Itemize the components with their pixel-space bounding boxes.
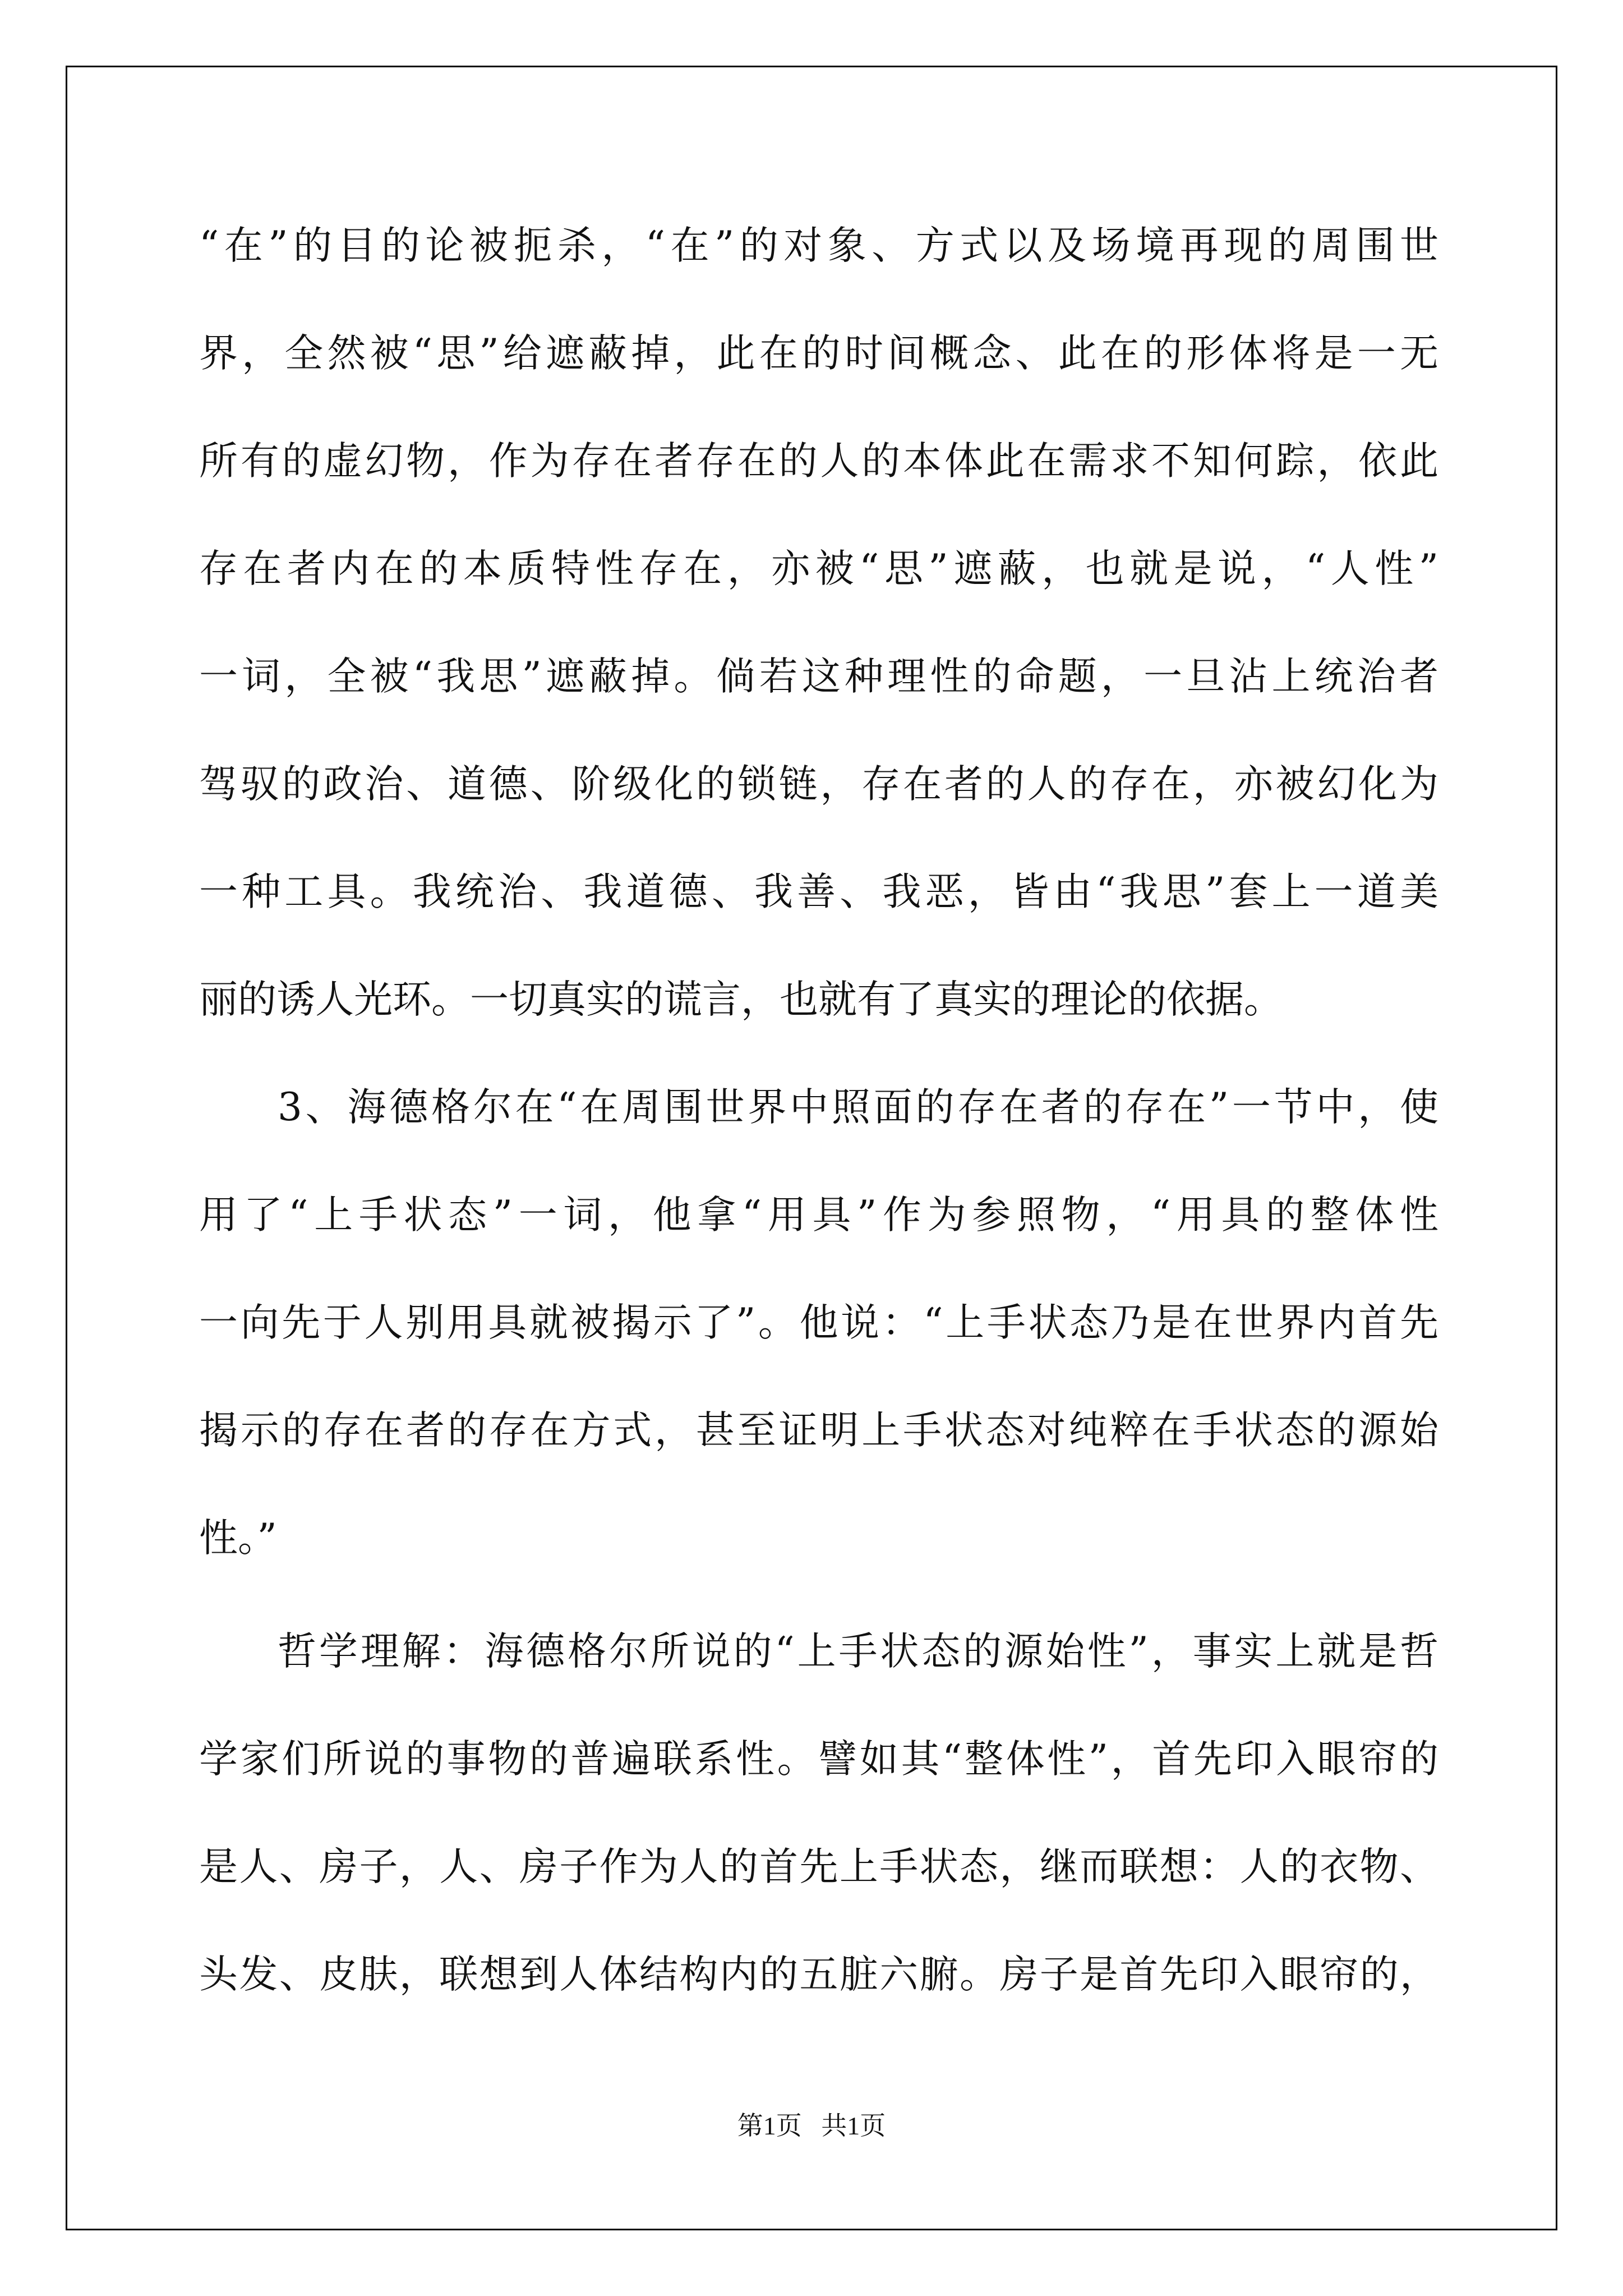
text-line: 头发、皮肤，联想到人体结构内的五脏六腑。房子是首先印入眼帘的， [199,1952,1438,1997]
text-line: 存在者内在的本质特性存在，亦被“思”遮蔽，也就是说，“人性” [199,546,1438,591]
text-line: 丽的诱人光环。一切真实的谎言，也就有了真实的理论的依据。 [199,977,1283,1022]
text-line: 一词，全被“我思”遮蔽掉。倘若这种理性的命题，一旦沾上统治者 [199,654,1438,699]
text-line: 驾驭的政治、道德、阶级化的锁链，存在者的人的存在，亦被幻化为 [199,762,1438,807]
text-line: 揭示的存在者的存在方式，甚至证明上手状态对纯粹在手状态的源始 [199,1408,1438,1453]
text-line: 性。” [199,1516,277,1561]
text-line: 界，全然被“思”给遮蔽掉，此在的时间概念、此在的形体将是一无 [199,331,1438,376]
text-line: 是人、房子，人、房子作为人的首先上手状态，继而联想：人的衣物、 [199,1844,1438,1889]
text-line: 一种工具。我统治、我道德、我善、我恶，皆由“我思”套上一道美 [199,869,1438,914]
text-line: “在”的目的论被扼杀，“在”的对象、方式以及场境再现的周围世 [199,223,1438,268]
text-line: 用了“上手状态”一词，他拿“用具”作为参照物，“用具的整体性 [199,1193,1438,1237]
text-line: 哲学理解：海德格尔所说的“上手状态的源始性”，事实上就是哲 [278,1629,1438,1674]
page-footer: 第1页 共1页 [737,2111,886,2140]
page-border [66,66,1557,2230]
text-line: 一向先于人别用具就被揭示了”。他说：“上手状态乃是在世界内首先 [199,1300,1438,1345]
text-line: 3、海德格尔在“在周围世界中照面的存在者的存在”一节中，使 [278,1085,1438,1130]
text-line: 学家们所说的事物的普遍联系性。譬如其“整体性”，首先印入眼帘的 [199,1737,1438,1782]
text-line: 所有的虚幻物，作为存在者存在的人的本体此在需求不知何踪，依此 [199,439,1438,484]
